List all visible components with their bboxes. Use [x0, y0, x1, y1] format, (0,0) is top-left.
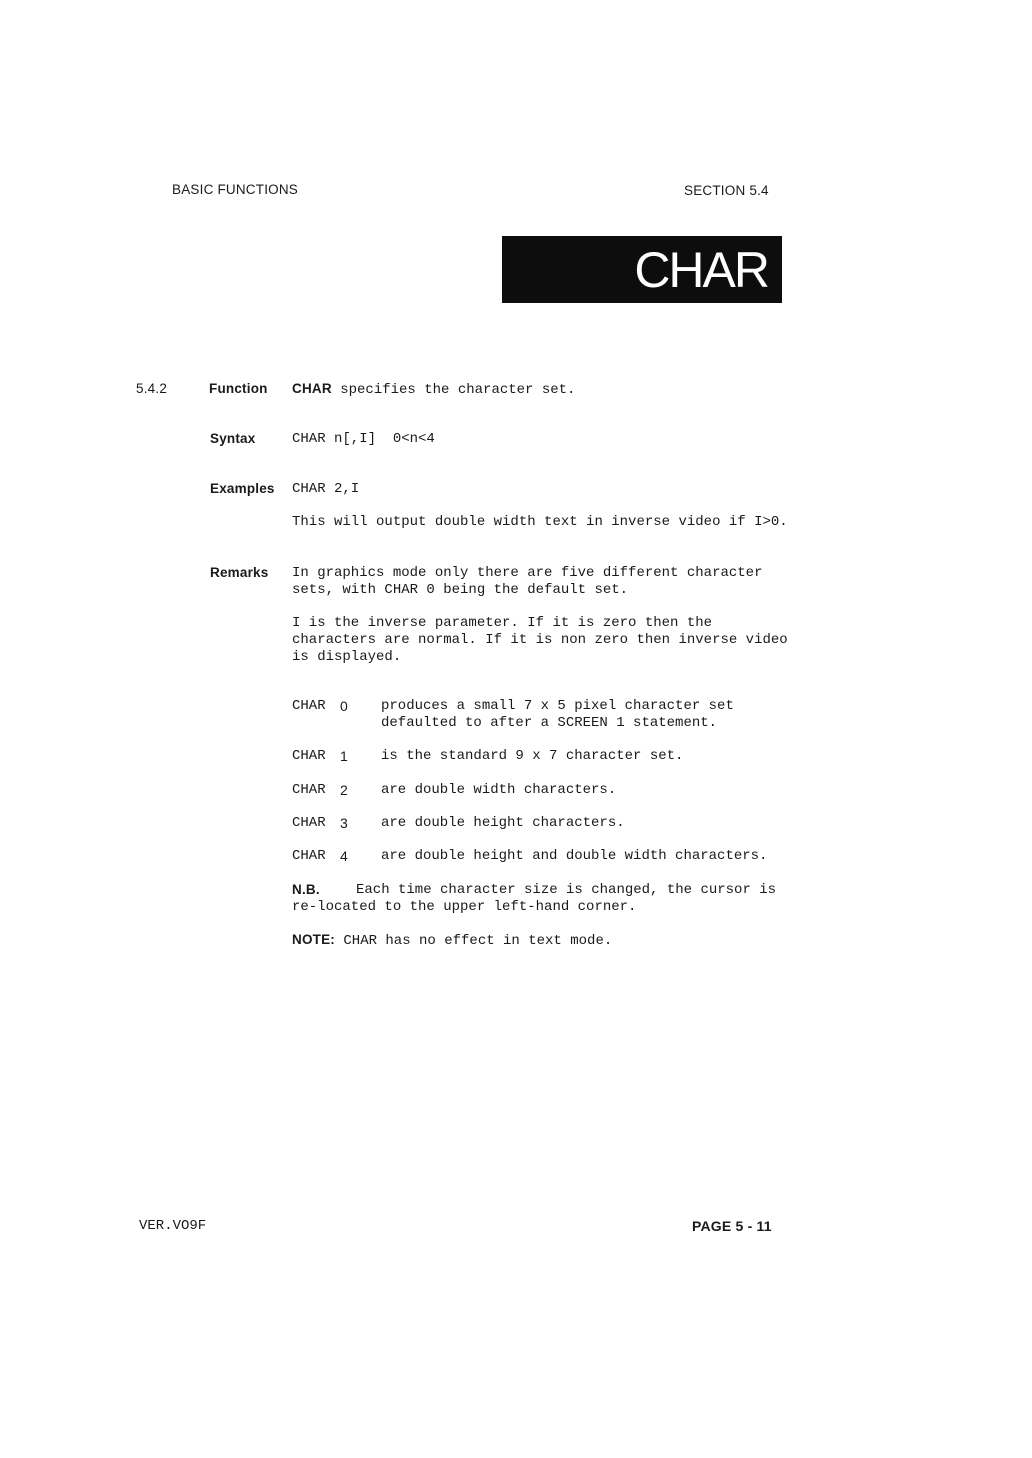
- char-set-code: CHAR: [292, 782, 326, 798]
- section-number: 5.4.2: [136, 381, 168, 396]
- remarks-label: Remarks: [210, 565, 269, 580]
- footer-page-number: PAGE 5 - 11: [692, 1218, 772, 1234]
- remarks-paragraph-2: I is the inverse parameter. If it is zero then the characters are normal. If it is non zero then inverse video is displayed.: [292, 615, 788, 665]
- header-left: BASIC FUNCTIONS: [172, 182, 299, 197]
- char-set-number: 1: [340, 748, 348, 764]
- function-description: [292, 381, 575, 398]
- char-set-number: 3: [340, 815, 348, 831]
- function-label: Function: [209, 381, 268, 396]
- char-set-code: CHAR: [292, 848, 326, 864]
- nb-text: Each time character size is changed, the cursor is re-located to the upper left-hand corner.: [292, 882, 777, 915]
- char-set-code: CHAR: [292, 815, 326, 831]
- char-set-description: produces a small 7 x 5 pixel character set defaulted to after a SCREEN 1 statement.: [381, 698, 734, 731]
- function-text: specifies the character set.: [331, 382, 576, 398]
- syntax-label: Syntax: [210, 431, 256, 446]
- note-text: CHAR has no effect in text mode.: [335, 933, 613, 949]
- char-set-number: 4: [340, 848, 348, 864]
- char-set-code: CHAR: [292, 698, 326, 714]
- char-set-description: are double height and double width characters.: [381, 848, 768, 864]
- note-label: NOTE:: [292, 932, 335, 947]
- title-box: [502, 236, 782, 303]
- char-set-description: is the standard 9 x 7 character set.: [381, 748, 684, 764]
- nb-label: N.B.: [292, 882, 320, 897]
- char-set-description: are double width characters.: [381, 782, 617, 798]
- function-keyword: CHAR: [292, 381, 332, 396]
- examples-label: Examples: [210, 481, 275, 496]
- title-text: CHAR: [634, 242, 768, 298]
- char-set-description: are double height characters.: [381, 815, 625, 831]
- char-set-number: 2: [340, 782, 348, 798]
- example-text: This will output double width text in inverse video if I>0.: [292, 514, 788, 530]
- footer-version: VER.VO9F: [139, 1218, 207, 1234]
- note-line: [292, 932, 612, 949]
- remarks-paragraph-1: In graphics mode only there are five different character sets, with CHAR 0 being the default set.: [292, 565, 763, 598]
- header-right: SECTION 5.4: [684, 183, 769, 198]
- syntax-text: CHAR n[,I] 0<n<4: [292, 431, 435, 447]
- example-code: CHAR 2,I: [292, 481, 360, 497]
- char-set-code: CHAR: [292, 748, 326, 764]
- char-set-number: 0: [340, 698, 348, 714]
